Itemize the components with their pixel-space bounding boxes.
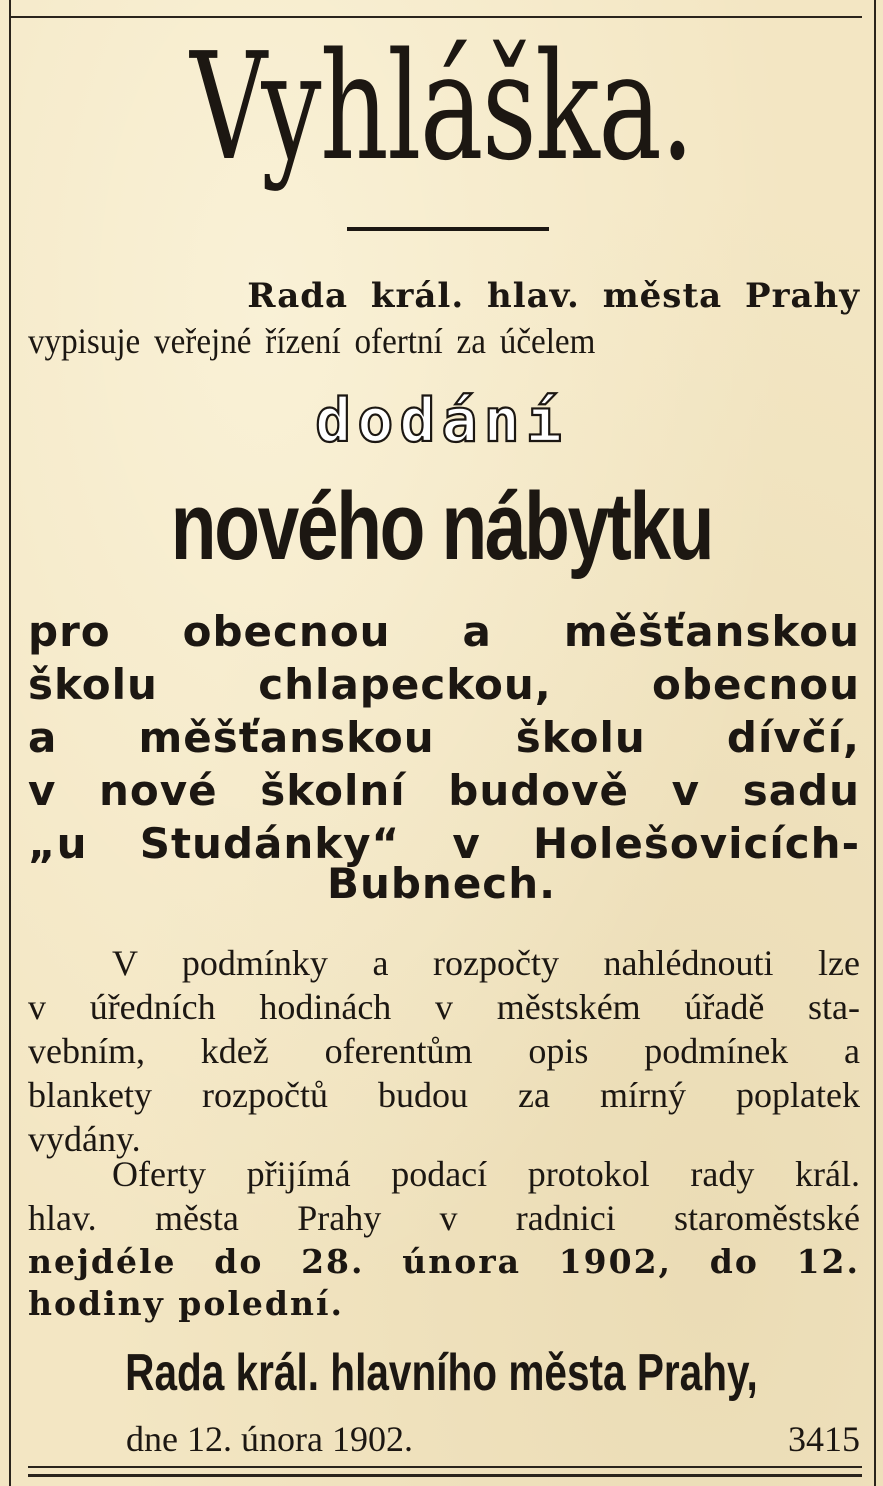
body-line: blankety rozpočtů budou za mírný poplatek — [28, 1075, 860, 1115]
body-line: vydány. — [28, 1119, 141, 1159]
purpose-line: pro obecnou a měšťanskou — [28, 607, 860, 656]
bottom-rule-thick — [28, 1474, 862, 1477]
deadline-line: nejdéle do 28. února 1902, do 12. — [28, 1242, 860, 1281]
top-rule — [9, 16, 862, 18]
right-column-rule — [874, 0, 876, 1486]
bottom-rule — [28, 1466, 862, 1468]
body-line: Oferty přijímá podací protokol rady král. — [112, 1154, 860, 1194]
subject-heading-delivery: dodání — [315, 386, 568, 456]
body-line: v úředních hodinách v městském úřadě sta- — [28, 987, 860, 1027]
left-column-rule — [9, 0, 11, 1486]
issuer-line: Rada král. hlav. města Prahy — [247, 276, 860, 316]
intro-line: vypisuje veřejné řízení ofertní za účelem — [28, 321, 596, 361]
title-underline — [347, 227, 549, 231]
purpose-line: školu chlapeckou, obecnou — [28, 660, 860, 709]
notice-title: Vyhláška. — [190, 21, 693, 193]
notice-date: dne 12. února 1902. — [126, 1419, 413, 1459]
body-line: hlav. města Prahy v radnici staroměstské — [28, 1198, 860, 1238]
body-line: V podmínky a rozpočty nahlédnouti lze — [112, 943, 860, 983]
deadline-line: hodiny polední. — [28, 1284, 344, 1323]
purpose-line: a měšťanskou školu dívčí, — [28, 713, 860, 762]
purpose-line: v nové školní budově v sadu — [28, 766, 860, 815]
purpose-line: „u Studánky“ v Holešovicích- — [28, 819, 860, 868]
signature-line: Rada král. hlavního města Prahy, — [125, 1344, 758, 1402]
notice-number: 3415 — [788, 1419, 860, 1459]
subject-heading-furniture: nového nábytku — [170, 473, 713, 580]
purpose-line: Bubnech. — [326, 859, 557, 908]
body-line: vebním, kdež oferentům opis podmínek a — [28, 1031, 860, 1071]
